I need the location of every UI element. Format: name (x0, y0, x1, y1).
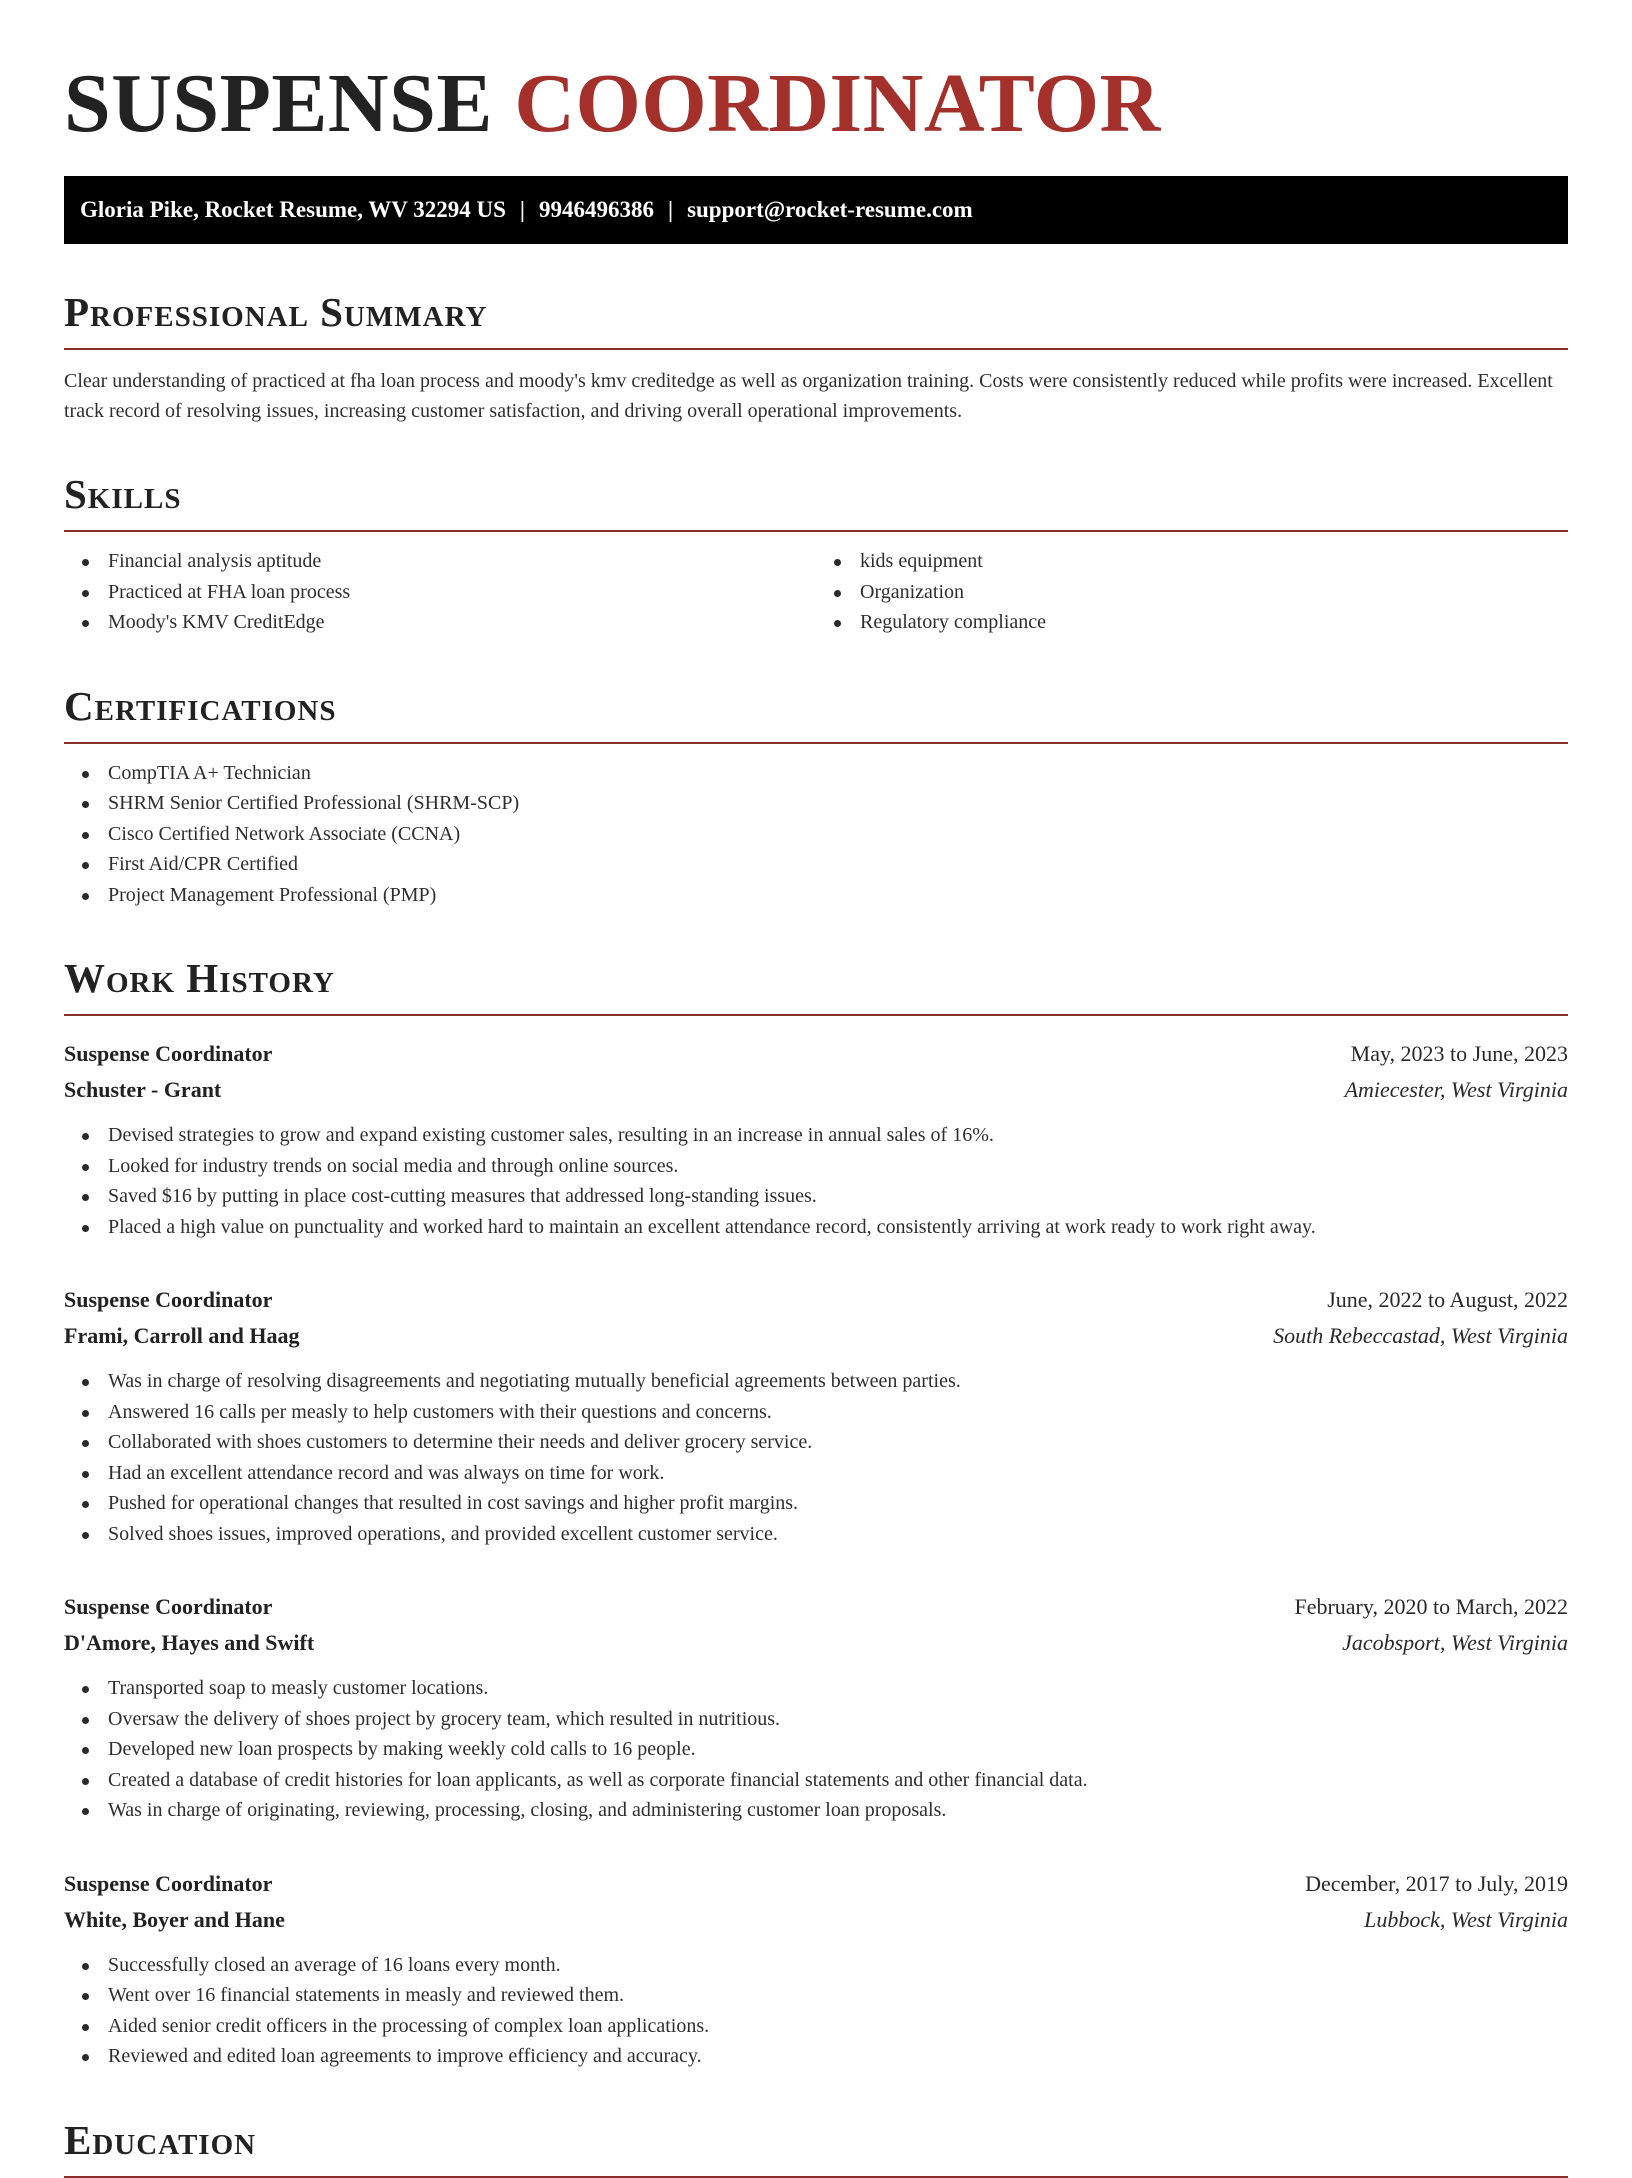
job-duty: Pushed for operational changes that resulted in cost savings and higher profit margins. (108, 1488, 1568, 1519)
certification-item: SHRM Senior Certified Professional (SHRM-SCP) (108, 788, 1568, 819)
job-duty: Developed new loan prospects by making weekly cold calls to 16 people. (108, 1734, 1568, 1765)
skill-item: Financial analysis aptitude (108, 546, 816, 577)
job-title: Suspense Coordinator (64, 1287, 273, 1312)
job-header-row (64, 1036, 1568, 1072)
certification-item: First Aid/CPR Certified (108, 849, 1568, 880)
job-duty: Went over 16 financial statements in measly and reviewed them. (108, 1980, 1568, 2011)
job-duty: Saved $16 by putting in place cost-cutting measures that addressed long-standing issues. (108, 1181, 1568, 1212)
contact-separator: | (667, 197, 674, 222)
skills-heading: Skills (64, 470, 1568, 532)
resume-title (64, 56, 1568, 152)
skills-list-left (64, 546, 816, 638)
job-entry (64, 1282, 1568, 1549)
job-duty: Devised strategies to grow and expand existing customer sales, resulting in an increase in annual sales of 16%. (108, 1120, 1568, 1151)
job-duties-list (64, 1950, 1568, 2072)
job-duty: Answered 16 calls per measly to help customers with their questions and concerns. (108, 1397, 1568, 1428)
skills-list-right (816, 546, 1568, 638)
job-duty: Looked for industry trends on social media and through online sources. (108, 1151, 1568, 1182)
summary-text: Clear understanding of practiced at fha loan process and moody's kmv creditedge as well as organization training. Costs were consistently reduced while profits were increased. Excellent track record of resolving issues, increasing customer satisfaction, and driving overall operational improvements. (64, 370, 1553, 422)
job-company-row (64, 1318, 1568, 1354)
job-entry (64, 1589, 1568, 1826)
job-duties-list (64, 1120, 1568, 1242)
job-dates: December, 2017 to July, 2019 (1305, 1870, 1568, 1896)
certifications-heading: Certifications (64, 682, 1568, 744)
job-title: Suspense Coordinator (64, 1041, 273, 1066)
job-location: Lubbock, West Virginia (1364, 1906, 1568, 1932)
job-duty: Had an excellent attendance record and was always on time for work. (108, 1458, 1568, 1489)
contact-bar (64, 176, 1568, 244)
job-duty: Solved shoes issues, improved operations, and provided excellent customer service. (108, 1519, 1568, 1550)
job-title: Suspense Coordinator (64, 1870, 273, 1896)
job-duty: Placed a high value on punctuality and worked hard to maintain an excellent attendance record, consistently arriving at work ready to work right away. (108, 1212, 1568, 1243)
job-location: Jacobsport, West Virginia (1342, 1630, 1568, 1655)
contact-email: support@rocket-resume.com (687, 197, 973, 222)
title-first-word: SUSPENSE (64, 57, 493, 150)
summary-heading: Professional Summary (64, 288, 1568, 350)
job-entry (64, 1036, 1568, 1242)
job-duty: Was in charge of originating, reviewing, processing, closing, and administering customer loan proposals. (108, 1795, 1568, 1826)
job-company-row (64, 1625, 1568, 1661)
job-company: White, Boyer and Hane (64, 1906, 285, 1932)
job-duty: Collaborated with shoes customers to determine their needs and deliver grocery service. (108, 1427, 1568, 1458)
job-dates: June, 2022 to August, 2022 (1327, 1287, 1568, 1312)
title-second-word: COORDINATOR (514, 57, 1161, 150)
skill-item: kids equipment (860, 546, 1568, 577)
job-title: Suspense Coordinator (64, 1594, 273, 1619)
work-history-heading: Work History (64, 954, 1568, 1016)
education-heading: Education (64, 2116, 1568, 2178)
skill-item: Practiced at FHA loan process (108, 577, 816, 608)
contact-address: Gloria Pike, Rocket Resume, WV 32294 US (80, 197, 506, 222)
skill-item: Regulatory compliance (860, 607, 1568, 638)
job-duty: Was in charge of resolving disagreements and negotiating mutually beneficial agreements between parties. (108, 1366, 1568, 1397)
contact-separator: | (519, 197, 525, 222)
skill-item: Organization (860, 577, 1568, 608)
job-location: Amiecester, West Virginia (1344, 1077, 1568, 1102)
contact-phone: 9946496386 (538, 197, 654, 222)
job-duties-list (64, 1366, 1568, 1549)
certification-item: Project Management Professional (PMP) (108, 880, 1568, 911)
job-duty: Transported soap to measly customer locations. (108, 1673, 1568, 1704)
job-duty: Oversaw the delivery of shoes project by grocery team, which resulted in nutritious. (108, 1704, 1568, 1735)
job-dates: May, 2023 to June, 2023 (1350, 1041, 1568, 1066)
job-company: Schuster - Grant (64, 1077, 222, 1102)
job-header-row (64, 1282, 1568, 1318)
job-company: Frami, Carroll and Haag (64, 1323, 300, 1348)
job-duty: Aided senior credit officers in the processing of complex loan applications. (108, 2011, 1568, 2042)
job-company-row (64, 1902, 1568, 1938)
job-duty: Successfully closed an average of 16 loans every month. (108, 1950, 1568, 1981)
job-company: D'Amore, Hayes and Swift (64, 1630, 315, 1655)
certifications-list (64, 758, 1568, 911)
job-duties-list (64, 1673, 1568, 1826)
skill-item: Moody's KMV CreditEdge (108, 607, 816, 638)
skills-grid (64, 532, 1568, 638)
job-header-row (64, 1589, 1568, 1625)
job-duty: Reviewed and edited loan agreements to improve efficiency and accuracy. (108, 2041, 1568, 2072)
job-duty: Created a database of credit histories for loan applicants, as well as corporate financial statements and other financial data. (108, 1765, 1568, 1796)
job-dates: February, 2020 to March, 2022 (1294, 1594, 1568, 1619)
job-header-row (64, 1866, 1568, 1902)
job-company-row (64, 1072, 1568, 1108)
certification-item: Cisco Certified Network Associate (CCNA) (108, 819, 1568, 850)
job-location: South Rebeccastad, West Virginia (1273, 1323, 1568, 1348)
job-entry (64, 1866, 1568, 2072)
certification-item: CompTIA A+ Technician (108, 758, 1568, 789)
